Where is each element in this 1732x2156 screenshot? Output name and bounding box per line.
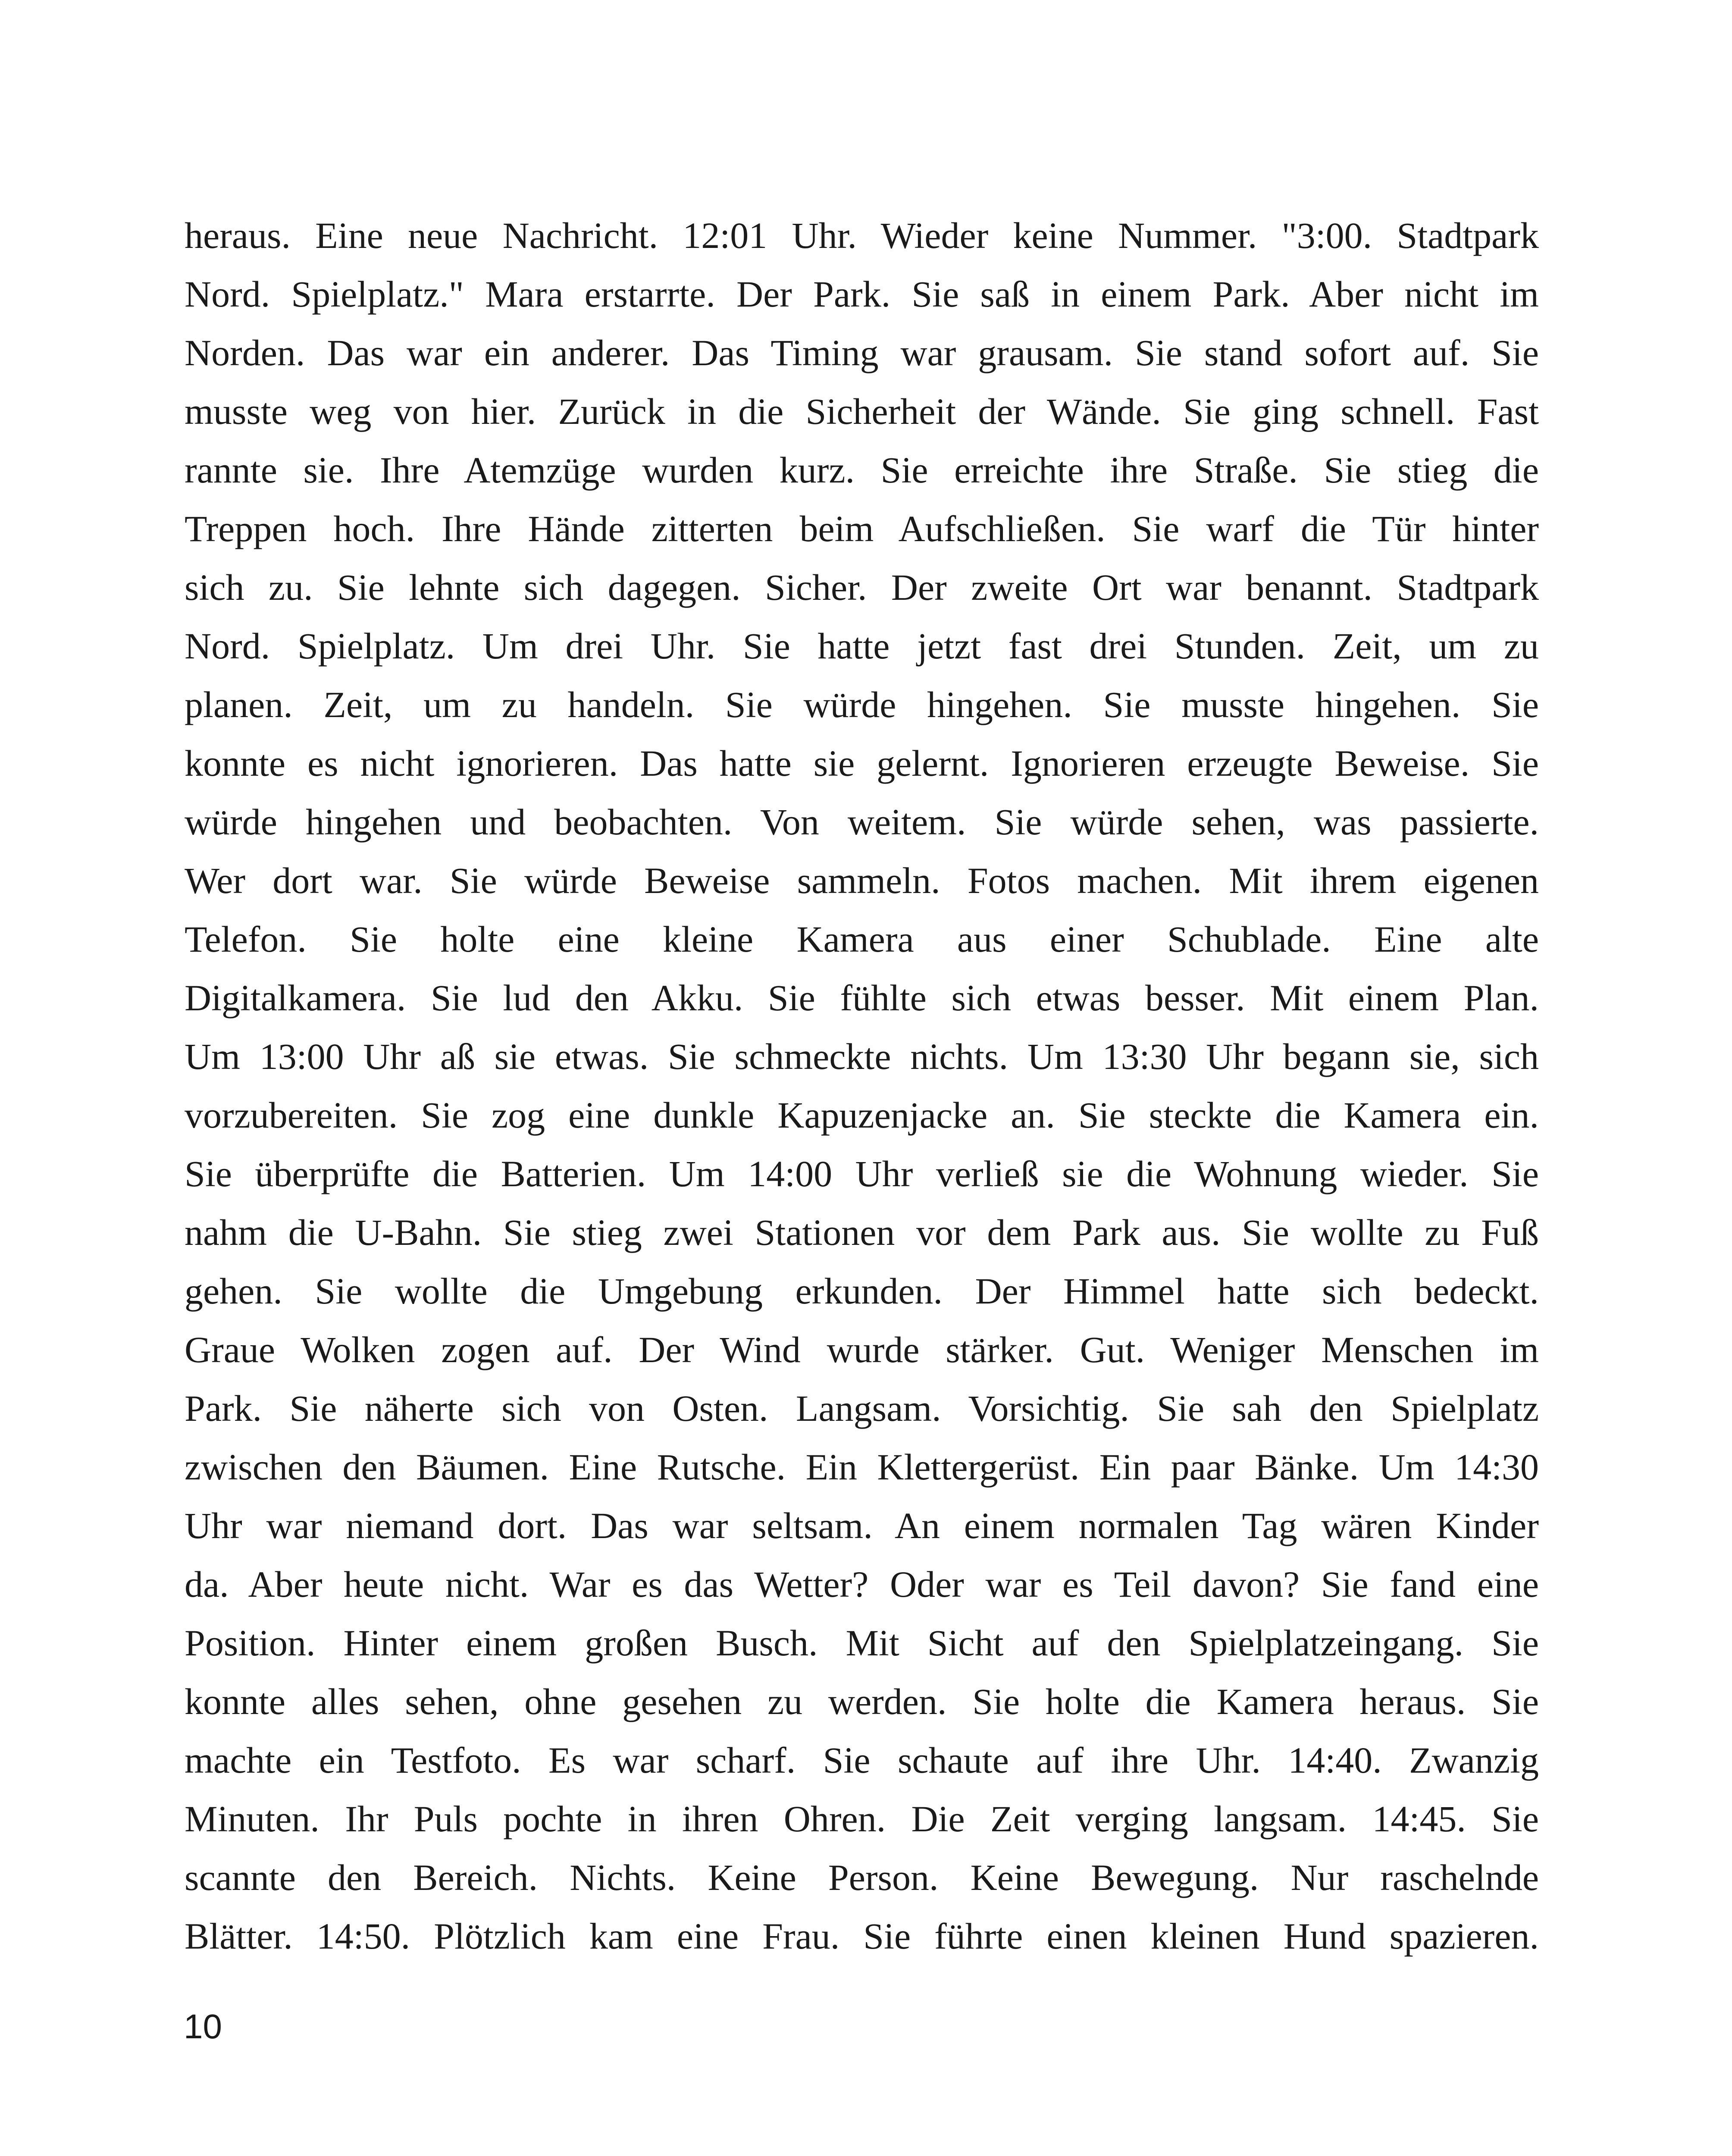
text-line: Nord. Spielplatz." Mara erstarrte. Der Park. Sie saß in einem Park. Aber nicht im (185, 273, 1539, 315)
text-line: heraus. Eine neue Nachricht. 12:01 Uhr. Wieder keine Nummer. "3:00. Stadtpark (185, 215, 1539, 256)
text-line: würde hingehen und beobachten. Von weitem. Sie würde sehen, was passierte. (185, 801, 1539, 843)
text-line: da. Aber heute nicht. War es das Wetter? Oder war es Teil davon? Sie fand eine (185, 1564, 1539, 1605)
text-line: rannte sie. Ihre Atemzüge wurden kurz. Sie erreichte ihre Straße. Sie stieg die (185, 449, 1539, 491)
text-line: zwischen den Bäumen. Eine Rutsche. Ein Klettergerüst. Ein paar Bänke. Um 14:30 (185, 1446, 1539, 1488)
text-line: nahm die U-Bahn. Sie stieg zwei Stationen vor dem Park aus. Sie wollte zu Fuß (185, 1212, 1539, 1253)
text-line: planen. Zeit, um zu handeln. Sie würde hingehen. Sie musste hingehen. Sie (185, 684, 1539, 725)
text-line: Wer dort war. Sie würde Beweise sammeln. Fotos machen. Mit ihrem eigenen (185, 860, 1539, 901)
text-line: konnte es nicht ignorieren. Das hatte sie gelernt. Ignorieren erzeugte Beweise. Sie (185, 743, 1539, 784)
text-line: Nord. Spielplatz. Um drei Uhr. Sie hatte jetzt fast drei Stunden. Zeit, um zu (185, 625, 1539, 667)
text-line: Blätter. 14:50. Plötzlich kam eine Frau. Sie führte einen kleinen Hund spazieren. (185, 1915, 1539, 1957)
text-line: Position. Hinter einem großen Busch. Mit Sicht auf den Spielplatzeingang. Sie (185, 1622, 1539, 1664)
text-line: Um 13:00 Uhr aß sie etwas. Sie schmeckte nichts. Um 13:30 Uhr begann sie, sich (185, 1036, 1539, 1077)
text-line: Telefon. Sie holte eine kleine Kamera aus einer Schublade. Eine alte (185, 918, 1539, 960)
page-number: 10 (184, 2007, 222, 2046)
text-line: Uhr war niemand dort. Das war seltsam. An einem normalen Tag wären Kinder (185, 1505, 1539, 1546)
text-line: vorzubereiten. Sie zog eine dunkle Kapuzenjacke an. Sie steckte die Kamera ein. (185, 1094, 1539, 1136)
text-line: Sie überprüfte die Batterien. Um 14:00 Uhr verließ sie die Wohnung wieder. Sie (185, 1153, 1539, 1194)
text-line: scannte den Bereich. Nichts. Keine Person. Keine Bewegung. Nur raschelnde (185, 1857, 1539, 1898)
text-line: Digitalkamera. Sie lud den Akku. Sie fühlte sich etwas besser. Mit einem Plan. (185, 977, 1539, 1018)
text-line: gehen. Sie wollte die Umgebung erkunden. Der Himmel hatte sich bedeckt. (185, 1270, 1539, 1312)
text-line: musste weg von hier. Zurück in die Sicherheit der Wände. Sie ging schnell. Fast (185, 391, 1539, 432)
body-text (185, 206, 1539, 1965)
text-line: Norden. Das war ein anderer. Das Timing war grausam. Sie stand sofort auf. Sie (185, 332, 1539, 373)
text-line: Minuten. Ihr Puls pochte in ihren Ohren. Die Zeit verging langsam. 14:45. Sie (185, 1798, 1539, 1839)
text-line: sich zu. Sie lehnte sich dagegen. Sicher. Der zweite Ort war benannt. Stadtpark (185, 567, 1539, 608)
text-line: Park. Sie näherte sich von Osten. Langsam. Vorsichtig. Sie sah den Spielplatz (185, 1388, 1539, 1429)
text-line: machte ein Testfoto. Es war scharf. Sie schaute auf ihre Uhr. 14:40. Zwanzig (185, 1739, 1539, 1781)
text-line: Graue Wolken zogen auf. Der Wind wurde stärker. Gut. Weniger Menschen im (185, 1329, 1539, 1370)
text-line: Treppen hoch. Ihre Hände zitterten beim Aufschließen. Sie warf die Tür hinter (185, 508, 1539, 549)
text-line: konnte alles sehen, ohne gesehen zu werden. Sie holte die Kamera heraus. Sie (185, 1681, 1539, 1722)
